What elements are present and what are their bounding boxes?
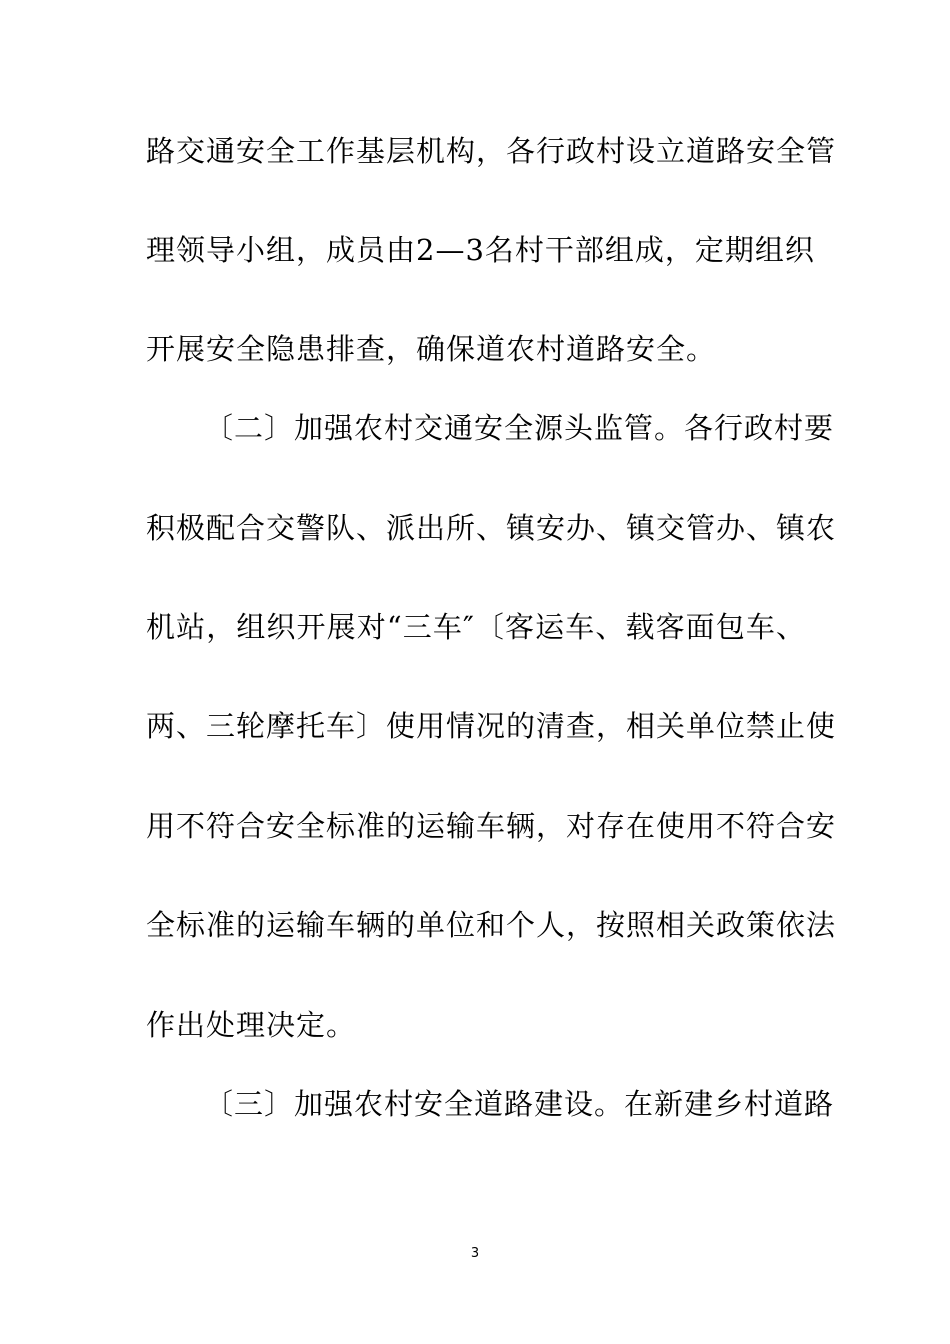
body-text-line-7: 两、三轮摩托车〕使用情况的清查，相关单位禁止使 xyxy=(146,709,837,743)
body-text-line-1: 路交通安全工作基层机构，各行政村设立道路安全管 xyxy=(146,134,837,168)
body-text-line-8: 用不符合安全标准的运输车辆，对存在使用不符合安 xyxy=(146,809,837,843)
body-text-line-10: 作出处理决定。 xyxy=(146,1008,357,1042)
body-text-line-11: 〔三〕加强农村安全道路建设。在新建乡村道路 xyxy=(204,1087,835,1121)
body-text-line-9: 全标准的运输车辆的单位和个人，按照相关政策依法 xyxy=(146,908,837,942)
body-text-line-2: 理领导小组，成员由2—3名村干部组成，定期组织 xyxy=(146,233,815,267)
body-text-line-6: 机站，组织开展对“三车″〔客运车、载客面包车、 xyxy=(146,610,806,644)
body-text-line-4: 〔二〕加强农村交通安全源头监管。各行政村要 xyxy=(204,411,835,445)
body-text-line-3: 开展安全隐患排查，确保道农村道路安全。 xyxy=(146,332,717,366)
page-number: 3 xyxy=(470,1246,480,1261)
body-text-line-5: 积极配合交警队、派出所、镇安办、镇交管办、镇农 xyxy=(146,511,837,545)
